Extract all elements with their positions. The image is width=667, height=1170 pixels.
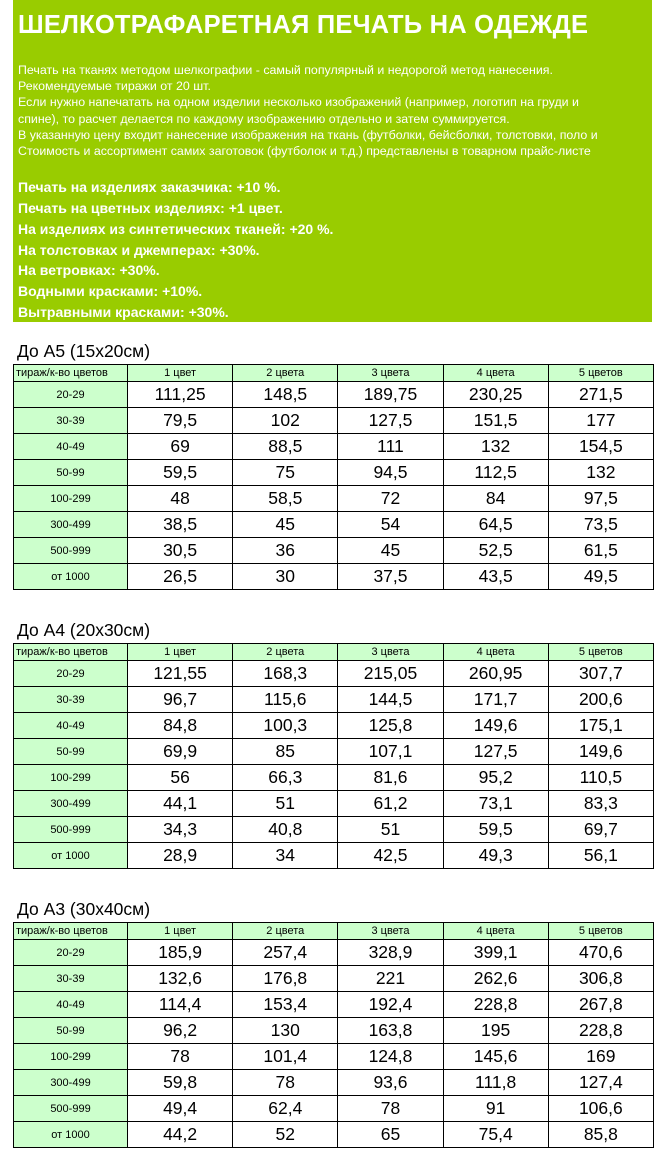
price-cell: 73,1 xyxy=(443,791,548,817)
column-header-colors: 5 цветов xyxy=(548,365,653,382)
quantity-cell: 40-49 xyxy=(14,434,128,460)
price-table-a5 xyxy=(13,364,654,590)
price-cell: 69 xyxy=(128,434,233,460)
intro-line: спине), то расчет делается по каждому изображению отдельно и затем суммируется. xyxy=(18,111,510,126)
price-cell: 56 xyxy=(128,765,233,791)
surcharge-item: На изделиях из синтетических тканей: +20 %. xyxy=(18,220,334,237)
price-cell: 399,1 xyxy=(443,940,548,966)
price-cell: 37,5 xyxy=(338,564,443,590)
table-row xyxy=(14,460,654,486)
table-header-row xyxy=(14,644,654,661)
price-cell: 40,8 xyxy=(233,817,338,843)
price-cell: 45 xyxy=(338,538,443,564)
price-cell: 91 xyxy=(443,1096,548,1122)
price-cell: 66,3 xyxy=(233,765,338,791)
price-cell: 52 xyxy=(233,1122,338,1148)
price-cell: 42,5 xyxy=(338,843,443,869)
section-title-a3: До А3 (30х40см) xyxy=(17,899,151,919)
table-header-row xyxy=(14,923,654,940)
surcharge-item: Печать на изделиях заказчика: +10 %. xyxy=(18,179,281,196)
intro-text xyxy=(18,62,652,159)
price-cell: 149,6 xyxy=(443,713,548,739)
intro-line: В указанную цену входит нанесение изображения на ткань (футболки, бейсболки, толстовки, поло и xyxy=(18,127,598,142)
price-cell: 130 xyxy=(233,1018,338,1044)
price-cell: 145,6 xyxy=(443,1044,548,1070)
price-cell: 230,25 xyxy=(443,382,548,408)
surcharge-item: Вытравными красками: +30%. xyxy=(18,303,229,320)
quantity-cell: 500-999 xyxy=(14,1096,128,1122)
surcharge-item: Печать на цветных изделиях: +1 цвет. xyxy=(18,199,283,216)
price-cell: 192,4 xyxy=(338,992,443,1018)
price-cell: 215,05 xyxy=(338,661,443,687)
column-header-colors: 2 цвета xyxy=(233,644,338,661)
price-cell: 93,6 xyxy=(338,1070,443,1096)
price-cell: 200,6 xyxy=(548,687,653,713)
price-cell: 260,95 xyxy=(443,661,548,687)
quantity-cell: 50-99 xyxy=(14,1018,128,1044)
column-header-colors: 5 цветов xyxy=(548,644,653,661)
quantity-cell: от 1000 xyxy=(14,843,128,869)
column-header-colors: 1 цвет xyxy=(128,644,233,661)
price-cell: 75,4 xyxy=(443,1122,548,1148)
table-row xyxy=(14,791,654,817)
quantity-cell: 20-29 xyxy=(14,661,128,687)
price-cell: 45 xyxy=(233,512,338,538)
quantity-cell: от 1000 xyxy=(14,564,128,590)
price-cell: 132,6 xyxy=(128,966,233,992)
price-cell: 48 xyxy=(128,486,233,512)
price-cell: 171,7 xyxy=(443,687,548,713)
price-cell: 83,3 xyxy=(548,791,653,817)
price-cell: 176,8 xyxy=(233,966,338,992)
info-banner xyxy=(13,0,652,322)
quantity-cell: 300-499 xyxy=(14,791,128,817)
table-row xyxy=(14,1096,654,1122)
quantity-cell: 100-299 xyxy=(14,1044,128,1070)
table-row xyxy=(14,713,654,739)
price-cell: 189,75 xyxy=(338,382,443,408)
quantity-cell: 20-29 xyxy=(14,940,128,966)
price-cell: 73,5 xyxy=(548,512,653,538)
quantity-cell: 40-49 xyxy=(14,992,128,1018)
price-cell: 78 xyxy=(338,1096,443,1122)
table-row xyxy=(14,434,654,460)
price-cell: 69,7 xyxy=(548,817,653,843)
price-cell: 267,8 xyxy=(548,992,653,1018)
price-cell: 61,2 xyxy=(338,791,443,817)
column-header-colors: 4 цвета xyxy=(443,923,548,940)
price-cell: 84 xyxy=(443,486,548,512)
price-cell: 64,5 xyxy=(443,512,548,538)
table-row xyxy=(14,992,654,1018)
surcharge-item: Водными красками: +10%. xyxy=(18,283,203,300)
price-cell: 85,8 xyxy=(548,1122,653,1148)
quantity-cell: 30-39 xyxy=(14,687,128,713)
price-cell: 106,6 xyxy=(548,1096,653,1122)
table-row xyxy=(14,408,654,434)
price-cell: 59,8 xyxy=(128,1070,233,1096)
price-cell: 114,4 xyxy=(128,992,233,1018)
surcharge-item: На толстовках и джемперах: +30%. xyxy=(18,241,260,258)
price-cell: 62,4 xyxy=(233,1096,338,1122)
price-cell: 262,6 xyxy=(443,966,548,992)
price-cell: 101,4 xyxy=(233,1044,338,1070)
quantity-cell: 50-99 xyxy=(14,460,128,486)
column-header-colors: 3 цвета xyxy=(338,644,443,661)
column-header-colors: 3 цвета xyxy=(338,365,443,382)
price-cell: 100,3 xyxy=(233,713,338,739)
table-header-row xyxy=(14,365,654,382)
column-header-colors: 4 цвета xyxy=(443,644,548,661)
table-row xyxy=(14,966,654,992)
price-cell: 75 xyxy=(233,460,338,486)
price-table-a3 xyxy=(13,922,654,1148)
table-row xyxy=(14,739,654,765)
price-cell: 127,5 xyxy=(443,739,548,765)
price-cell: 195 xyxy=(443,1018,548,1044)
price-table-a4 xyxy=(13,643,654,869)
price-cell: 185,9 xyxy=(128,940,233,966)
quantity-cell: 500-999 xyxy=(14,538,128,564)
price-cell: 95,2 xyxy=(443,765,548,791)
price-cell: 58,5 xyxy=(233,486,338,512)
price-cell: 54 xyxy=(338,512,443,538)
price-cell: 34 xyxy=(233,843,338,869)
table-row xyxy=(14,538,654,564)
price-cell: 151,5 xyxy=(443,408,548,434)
price-cell: 306,8 xyxy=(548,966,653,992)
price-cell: 96,7 xyxy=(128,687,233,713)
surcharge-list xyxy=(18,177,652,323)
price-cell: 177 xyxy=(548,408,653,434)
price-cell: 228,8 xyxy=(548,1018,653,1044)
column-header-colors: 3 цвета xyxy=(338,923,443,940)
price-cell: 44,2 xyxy=(128,1122,233,1148)
price-cell: 38,5 xyxy=(128,512,233,538)
price-cell: 328,9 xyxy=(338,940,443,966)
table-row xyxy=(14,382,654,408)
price-cell: 36 xyxy=(233,538,338,564)
price-cell: 51 xyxy=(233,791,338,817)
column-header-colors: 5 цветов xyxy=(548,923,653,940)
price-cell: 153,4 xyxy=(233,992,338,1018)
price-cell: 52,5 xyxy=(443,538,548,564)
price-cell: 148,5 xyxy=(233,382,338,408)
price-cell: 78 xyxy=(128,1044,233,1070)
quantity-cell: 300-499 xyxy=(14,1070,128,1096)
price-cell: 28,9 xyxy=(128,843,233,869)
quantity-cell: 20-29 xyxy=(14,382,128,408)
price-cell: 307,7 xyxy=(548,661,653,687)
column-header-colors: 2 цвета xyxy=(233,923,338,940)
price-cell: 30,5 xyxy=(128,538,233,564)
table-row xyxy=(14,843,654,869)
column-header-colors: 4 цвета xyxy=(443,365,548,382)
table-row xyxy=(14,1122,654,1148)
section-title-a5: До А5 (15х20см) xyxy=(17,341,151,361)
price-cell: 144,5 xyxy=(338,687,443,713)
price-cell: 85 xyxy=(233,739,338,765)
price-cell: 88,5 xyxy=(233,434,338,460)
price-cell: 59,5 xyxy=(128,460,233,486)
table-row xyxy=(14,486,654,512)
price-cell: 271,5 xyxy=(548,382,653,408)
price-cell: 49,5 xyxy=(548,564,653,590)
column-header-colors: 1 цвет xyxy=(128,923,233,940)
price-cell: 115,6 xyxy=(233,687,338,713)
price-cell: 121,55 xyxy=(128,661,233,687)
column-header-colors: 2 цвета xyxy=(233,365,338,382)
price-cell: 111,8 xyxy=(443,1070,548,1096)
quantity-cell: 30-39 xyxy=(14,966,128,992)
price-cell: 112,5 xyxy=(443,460,548,486)
price-cell: 154,5 xyxy=(548,434,653,460)
page-title: ШЕЛКОТРАФАРЕТНАЯ ПЕЧАТЬ НА ОДЕЖДЕ xyxy=(18,11,589,39)
table-row xyxy=(14,564,654,590)
price-cell: 228,8 xyxy=(443,992,548,1018)
price-cell: 163,8 xyxy=(338,1018,443,1044)
column-header-quantity: тираж/к-во цветов xyxy=(14,923,128,940)
price-cell: 34,3 xyxy=(128,817,233,843)
intro-line: Если нужно напечатать на одном изделии несколько изображений (например, логотип на груди и xyxy=(18,95,579,110)
quantity-cell: 30-39 xyxy=(14,408,128,434)
intro-line: Стоимость и ассортимент самих заготовок (футболок и т.д.) представлены в товарном прайс-листе xyxy=(18,143,591,158)
price-cell: 26,5 xyxy=(128,564,233,590)
price-cell: 132 xyxy=(548,460,653,486)
quantity-cell: 50-99 xyxy=(14,739,128,765)
table-row xyxy=(14,765,654,791)
price-cell: 102 xyxy=(233,408,338,434)
quantity-cell: 100-299 xyxy=(14,486,128,512)
quantity-cell: 500-999 xyxy=(14,817,128,843)
table-row xyxy=(14,1018,654,1044)
price-cell: 79,5 xyxy=(128,408,233,434)
price-cell: 94,5 xyxy=(338,460,443,486)
price-cell: 221 xyxy=(338,966,443,992)
price-cell: 132 xyxy=(443,434,548,460)
intro-line: Печать на тканях методом шелкографии - самый популярный и недорогой метод нанесения. xyxy=(18,63,553,77)
price-cell: 96,2 xyxy=(128,1018,233,1044)
table-row xyxy=(14,661,654,687)
price-cell: 78 xyxy=(233,1070,338,1096)
quantity-cell: 40-49 xyxy=(14,713,128,739)
price-cell: 44,1 xyxy=(128,791,233,817)
quantity-cell: 100-299 xyxy=(14,765,128,791)
price-cell: 175,1 xyxy=(548,713,653,739)
column-header-quantity: тираж/к-во цветов xyxy=(14,365,128,382)
quantity-cell: 300-499 xyxy=(14,512,128,538)
price-cell: 65 xyxy=(338,1122,443,1148)
price-cell: 51 xyxy=(338,817,443,843)
price-cell: 69,9 xyxy=(128,739,233,765)
price-cell: 49,4 xyxy=(128,1096,233,1122)
price-cell: 149,6 xyxy=(548,739,653,765)
table-row xyxy=(14,1044,654,1070)
quantity-cell: от 1000 xyxy=(14,1122,128,1148)
price-cell: 111,25 xyxy=(128,382,233,408)
price-cell: 107,1 xyxy=(338,739,443,765)
price-cell: 127,5 xyxy=(338,408,443,434)
surcharge-item: На ветровках: +30%. xyxy=(18,262,160,279)
price-cell: 125,8 xyxy=(338,713,443,739)
price-cell: 72 xyxy=(338,486,443,512)
price-cell: 169 xyxy=(548,1044,653,1070)
price-cell: 97,5 xyxy=(548,486,653,512)
price-cell: 81,6 xyxy=(338,765,443,791)
price-cell: 124,8 xyxy=(338,1044,443,1070)
table-row xyxy=(14,817,654,843)
intro-line: Рекомендуемые тиражи от 20 шт. xyxy=(18,79,211,94)
price-cell: 470,6 xyxy=(548,940,653,966)
table-row xyxy=(14,1070,654,1096)
price-cell: 61,5 xyxy=(548,538,653,564)
column-header-colors: 1 цвет xyxy=(128,365,233,382)
section-title-a4: До А4 (20х30см) xyxy=(17,620,151,640)
price-cell: 111 xyxy=(338,434,443,460)
price-cell: 56,1 xyxy=(548,843,653,869)
price-cell: 127,4 xyxy=(548,1070,653,1096)
price-cell: 30 xyxy=(233,564,338,590)
price-cell: 257,4 xyxy=(233,940,338,966)
price-cell: 59,5 xyxy=(443,817,548,843)
price-cell: 110,5 xyxy=(548,765,653,791)
table-row xyxy=(14,940,654,966)
table-row xyxy=(14,687,654,713)
table-row xyxy=(14,512,654,538)
price-cell: 43,5 xyxy=(443,564,548,590)
price-cell: 168,3 xyxy=(233,661,338,687)
price-cell: 49,3 xyxy=(443,843,548,869)
price-cell: 84,8 xyxy=(128,713,233,739)
column-header-quantity: тираж/к-во цветов xyxy=(14,644,128,661)
